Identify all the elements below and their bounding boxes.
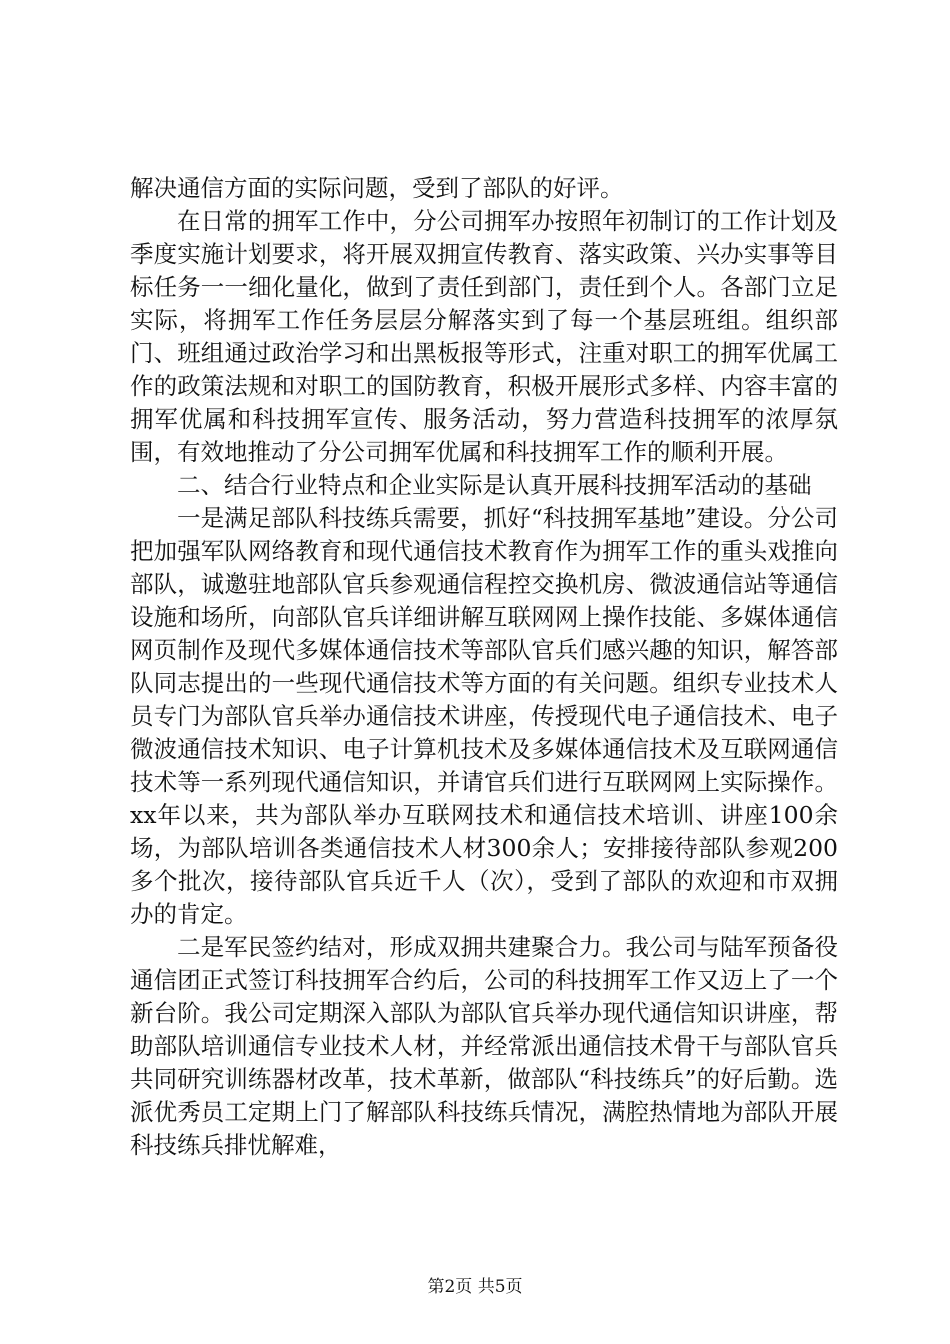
- paragraph-daily-work: 在日常的拥军工作中，分公司拥军办按照年初制订的工作计划及季度实施计划要求，将开展双拥宣传教育、落实政策、兴办实事等目标任务一一细化量化，做到了责任到部门，责任到个人。各部门立足实际，将拥军工作任务层层分解落实到了每一个基层班组。组织部门、班组通过政治学习和出黑板报等形式，注重对职工的拥军优属工作的政策法规和对职工的国防教育，积极开展形式多样、内容丰富的拥军优属和科技拥军宣传、服务活动，努力营造科技拥军的浓厚氛围，有效地推动了分公司拥军优属和科技拥军工作的顺利开展。: [130, 207, 838, 466]
- page-footer: 第2页 共5页: [427, 1277, 523, 1297]
- document-body: [130, 172, 838, 1162]
- paragraph-continuation: 解决通信方面的实际问题，受到了部队的好评。: [130, 174, 624, 202]
- paragraph-point-one: 一是满足部队科技练兵需要，抓好“科技拥军基地”建设。分公司把加强军队网络教育和现代通信技术教育作为拥军工作的重头戏推向部队，诚邀驻地部队官兵参观通信程控交换机房、微波通信站等通信设施和场所，向部队官兵详细讲解互联网网上操作技能、多媒体通信网页制作及现代多媒体通信技术等部队官兵们感兴趣的知识，解答部队同志提出的一些现代通信技术等方面的有关问题。组织专业技术人员专门为部队官兵举办通信技术讲座，传授现代电子通信技术、电子微波通信技术知识、电子计算机技术及多媒体通信技术及互联网通信技术等一系列现代通信知识，并请官兵们进行互联网网上实际操作。xx年以来，共为部队举办互联网技术和通信技术培训、讲座100余场，为部队培训各类通信技术人材300余人；安排接待部队参观200多个批次，接待部队官兵近千人（次），受到了部队的欢迎和市双拥办的肯定。: [130, 504, 838, 928]
- paragraph-point-two: 二是军民签约结对，形成双拥共建聚合力。我公司与陆军预备役通信团正式签订科技拥军合约后，公司的科技拥军工作又迈上了一个新台阶。我公司定期深入部队为部队官兵举办现代通信知识讲座，帮助部队培训通信专业技术人材，并经常派出通信技术骨干与部队官兵共同研究训练器材改革，技术革新，做部队“科技练兵”的好后勤。选派优秀员工定期上门了解部队科技练兵情况，满腔热情地为部队开展科技练兵排忧解难，: [130, 933, 838, 1159]
- section-heading-2: 二、结合行业特点和企业实际是认真开展科技拥军活动的基础: [177, 471, 812, 499]
